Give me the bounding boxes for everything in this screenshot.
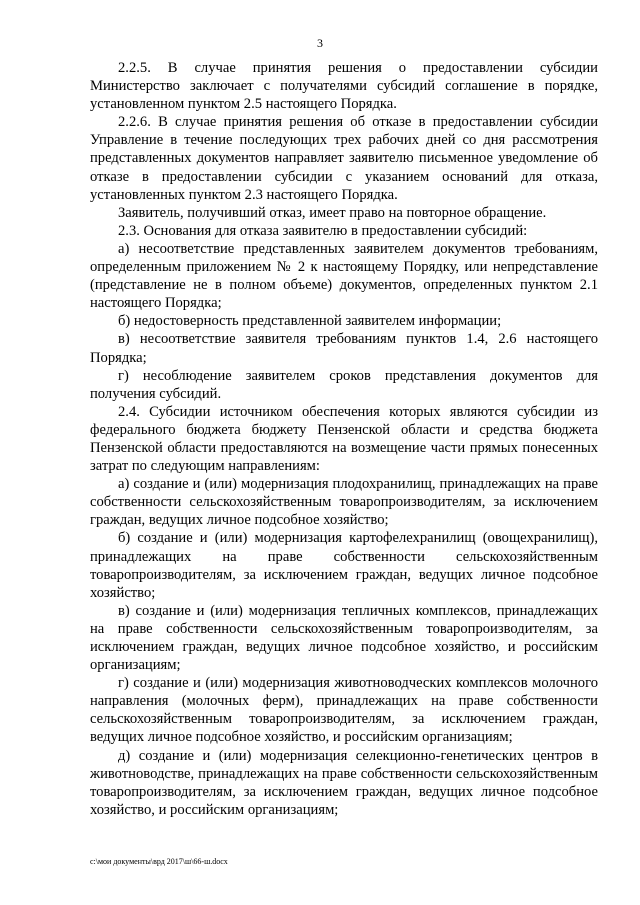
paragraph-2-4-d: д) создание и (или) модернизация селекционно-генетических центров в животноводстве, принадлежащих на праве собственности сельскохозяйственным товаропроизводителям, за исключением граждан, ведущих личное подсобное хозяйство, и российским организациям; <box>90 747 598 818</box>
paragraph-2-4-a: а) создание и (или) модернизация плодохранилищ, принадлежащих на праве собственности сельскохозяйственным товаропроизводителям, за исключением граждан, ведущих личное подсобное хозяйство; <box>90 476 598 529</box>
paragraph-2-4-v: в) создание и (или) модернизация тепличных комплексов, принадлежащих на праве собственности сельскохозяйственным товаропроизводителям, за исключением граждан, ведущих личное подсобное хозяйство, и российским организациям; <box>90 602 598 674</box>
paragraph-2-3: 2.3. Основания для отказа заявителю в предоставлении субсидий: <box>118 222 528 239</box>
paragraph-2-4-b: б) создание и (или) модернизация картофелехранилищ (овощехранилищ), принадлежащих на праве собственности сельскохозяйственным товаропроизводителям, за исключением граждан, ведущих личное подсобное хозяйство; <box>90 530 598 601</box>
paragraph-2-3-v: в) несоответствие заявителя требованиям пунктов 1.4, 2.6 настоящего Порядка; <box>90 331 598 366</box>
paragraph-2-2-5: 2.2.5. В случае принятия решения о предоставлении субсидии Министерство заключает с получателями субсидий соглашение в порядке, установленном пунктом 2.5 настоящего Порядка. <box>90 60 598 113</box>
document-body <box>90 59 598 819</box>
paragraph-reapply: Заявитель, получивший отказ, имеет право на повторное обращение. <box>118 204 547 221</box>
page-number: 3 <box>317 36 323 50</box>
paragraph-2-3-a: а) несоответствие представленных заявителем документов требованиям, определенным приложением № 2 к настоящему Порядку, или непредставление (представление не в полном объеме) документов, определенных пунктом 2.1 настоящего Порядка; <box>90 240 598 312</box>
paragraph-2-3-b: б) недостоверность представленной заявителем информации; <box>118 313 502 330</box>
footer-file-path: c:\мои документы\врд 2017\ш\66-ш.docx <box>90 857 228 866</box>
paragraph-2-4-g: г) создание и (или) модернизация животноводческих комплексов молочного направления (молочных ферм), принадлежащих на праве собственности сельскохозяйственным товаропроизводителям, за исключением граждан, ведущих личное подсобное хозяйство, и российским организациям; <box>90 675 598 746</box>
paragraph-2-3-g: г) несоблюдение заявителем сроков представления документов для получения субсидий. <box>90 367 598 402</box>
paragraph-2-2-6: 2.2.6. В случае принятия решения об отказе в предоставлении субсидии Управление в течение последующих трех рабочих дней со дня рассмотрения представленных документов направляет заявителю письменное уведомление об отказе в предоставлении субсидии с указанием оснований для отказа, установленных пунктом 2.3 настоящего Порядка. <box>90 114 598 203</box>
paragraph-2-4: 2.4. Субсидии источником обеспечения которых являются субсидии из федерального бюджета бюджету Пензенской области и средства бюджета Пензенской области предоставляются на возмещение части прямых понесенных затрат по следующим направлениям: <box>90 403 598 475</box>
